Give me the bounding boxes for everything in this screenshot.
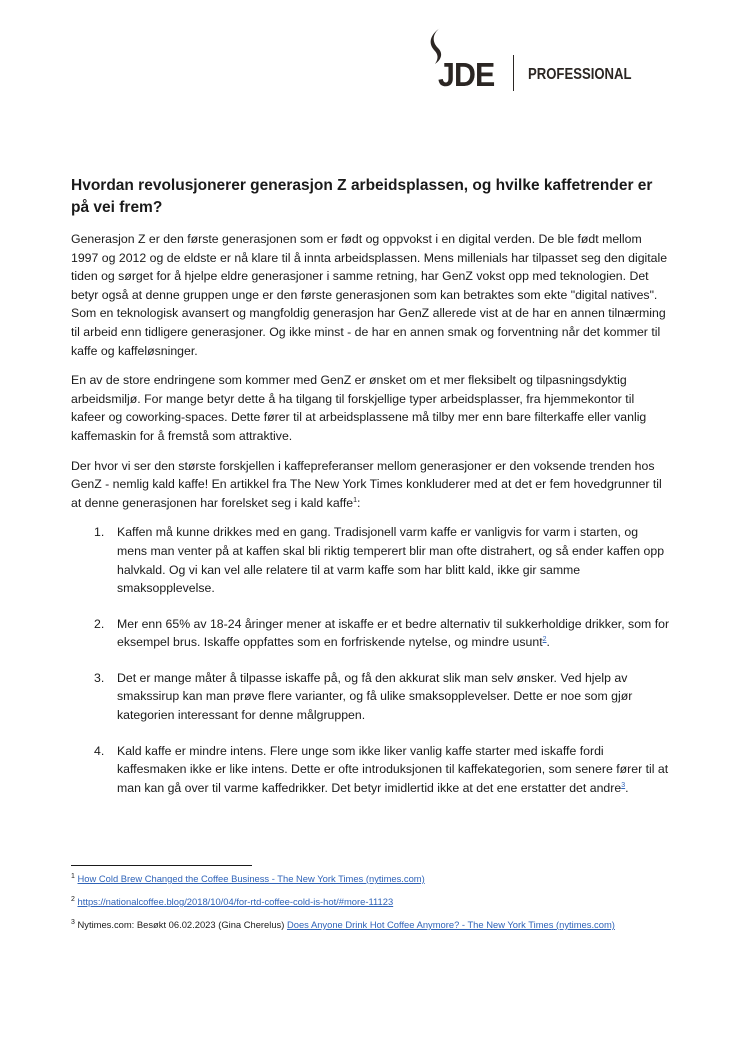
list-item-text: Det er mange måter å tilpasse iskaffe på, og få den akkurat slik man selv ønsker. Ved hjelp av smakssirup kan man prøve flere varianter, og få ulike smaksopplevelser. Dette er noe som gjør kategorien interessant for denne målgruppen. — [117, 670, 633, 723]
list-item-text: Mer enn 65% av 18-24 åringer mener at iskaffe er et bedre alternativ til sukkerholdige drikker, som for eksempel brus. Iskaffe oppfattes som en forfriskende nytelse, og mindre usunt — [117, 616, 670, 650]
list-number: 1. — [94, 525, 105, 540]
footnote-link[interactable]: How Cold Brew Changed the Coffee Business - The New York Times (nytimes.com) — [77, 873, 425, 884]
jde-logo-mark — [428, 26, 499, 94]
footnote-prefix: Nytimes.com: Besøkt 06.02.2023 (Gina Cherelus) — [77, 919, 287, 930]
brand-logo — [428, 26, 654, 94]
list-item — [71, 615, 671, 652]
paragraph-cold-coffee-text: Der hvor vi ser den største forskjellen i kaffepreferanser mellom generasjoner er den voksende trenden hos GenZ - nemlig kald kaffe! En artikkel fra The New York Times konkluderer med at det er fem hovedgrunner til at denne generasjonen har forelsket seg i kald kaffe — [71, 458, 662, 510]
list-number: 2. — [94, 616, 105, 631]
paragraph-flexibility: En av de store endringene som kommer med GenZ er ønsket om et mer fleksibelt og tilpasningsdyktig arbeidsmiljø. For mange betyr dette å ha tilgang til forskjellige typer arbeidsplasser, fra hjemmekontor til kafeer og coworking-spaces. Dette fører til at arbeidsplassene må tilby mer enn bare filterkaffe eller vanlig kaffemaskin for å fremstå som attraktive. — [71, 373, 647, 443]
list-item-text: Kald kaffe er mindre intens. Flere unge som ikke liker vanlig kaffe starter med iskaffe fordi kaffesmaken ikke er like intens. Dette er ofte introduksjonen til kaffekategorien, som senere fører til at man kan gå over til varme kaffedrikker. Det betyr imidlertid ikke at det ene erstatter det andre — [117, 743, 669, 795]
footnote-mark: 2 — [71, 895, 75, 903]
list-number: 3. — [94, 670, 105, 685]
paragraph-cold-coffee-end: : — [357, 495, 361, 510]
footnote-divider — [71, 865, 252, 866]
list-item-end: . — [546, 635, 550, 650]
paragraph-cold-coffee — [71, 457, 671, 513]
footnote-ref-1: 1 — [353, 496, 358, 504]
list-item-text: Kaffen må kunne drikkes med en gang. Tradisjonell varm kaffe er vanligvis for varm i starten, og mens man venter på at kaffen skal bli riktig temperert blir man ofte distrahert, og så ender kaffen opp halvkald. Og vi kan vel alle relatere til at varm kaffe som har blitt kald, ikke gir samme smaksopplevelse. — [117, 525, 665, 596]
footnote-3 — [71, 918, 691, 931]
paragraph-intro: Generasjon Z er den første generasjonen som er født og oppvokst i en digital verden. De ble født mellom 1997 og 2012 og de eldste er nå klare til å innta arbeidsplassen. Mens millenials har tilpasset seg den digitale tiden og sørget for å hjelpe eldre generasjoner i samme retning, har GenZ vokst opp med teknologien. Det betyr også at denne gruppen unge er den første generasjonen som kan betraktes som ekte "digital natives". Som en teknologisk avansert og mangfoldig generasjon har GenZ allerede vist at de har en annen tilnærming til arbeid enn tidligere generasjoner. Og ikke minst - de har en annen smak og forventning når det kommer til kaffe og kaffeløsninger. — [71, 232, 668, 358]
footnote-link[interactable]: Does Anyone Drink Hot Coffee Anymore? - The New York Times (nytimes.com) — [286, 919, 615, 930]
footnotes — [71, 872, 691, 941]
footnote-mark: 1 — [71, 872, 75, 880]
list-item-end: . — [625, 780, 629, 795]
footnote-2 — [71, 895, 691, 908]
list-number: 4. — [94, 743, 105, 758]
logo-jde-text: JDE — [438, 56, 495, 93]
reasons-list — [71, 523, 671, 797]
logo-divider — [513, 55, 514, 91]
footnote-1 — [71, 872, 691, 885]
article-title: Hvordan revolusjonerer generasjon Z arbeidsplassen, og hvilke kaffetrender er på vei frem? — [71, 177, 653, 216]
footnote-mark: 3 — [71, 918, 75, 926]
list-item — [71, 669, 671, 725]
footnote-ref-2-link[interactable]: 2 — [542, 636, 547, 644]
list-item — [71, 742, 671, 798]
logo-professional-text: PROFESSIONAL — [528, 66, 632, 83]
list-item — [71, 523, 671, 597]
footnote-ref-3-link[interactable]: 3 — [621, 781, 626, 789]
footnote-link[interactable]: https://nationalcoffee.blog/2018/10/04/for-rtd-coffee-cold-is-hot/#more-11123 — [77, 896, 394, 907]
article-body — [71, 175, 671, 814]
